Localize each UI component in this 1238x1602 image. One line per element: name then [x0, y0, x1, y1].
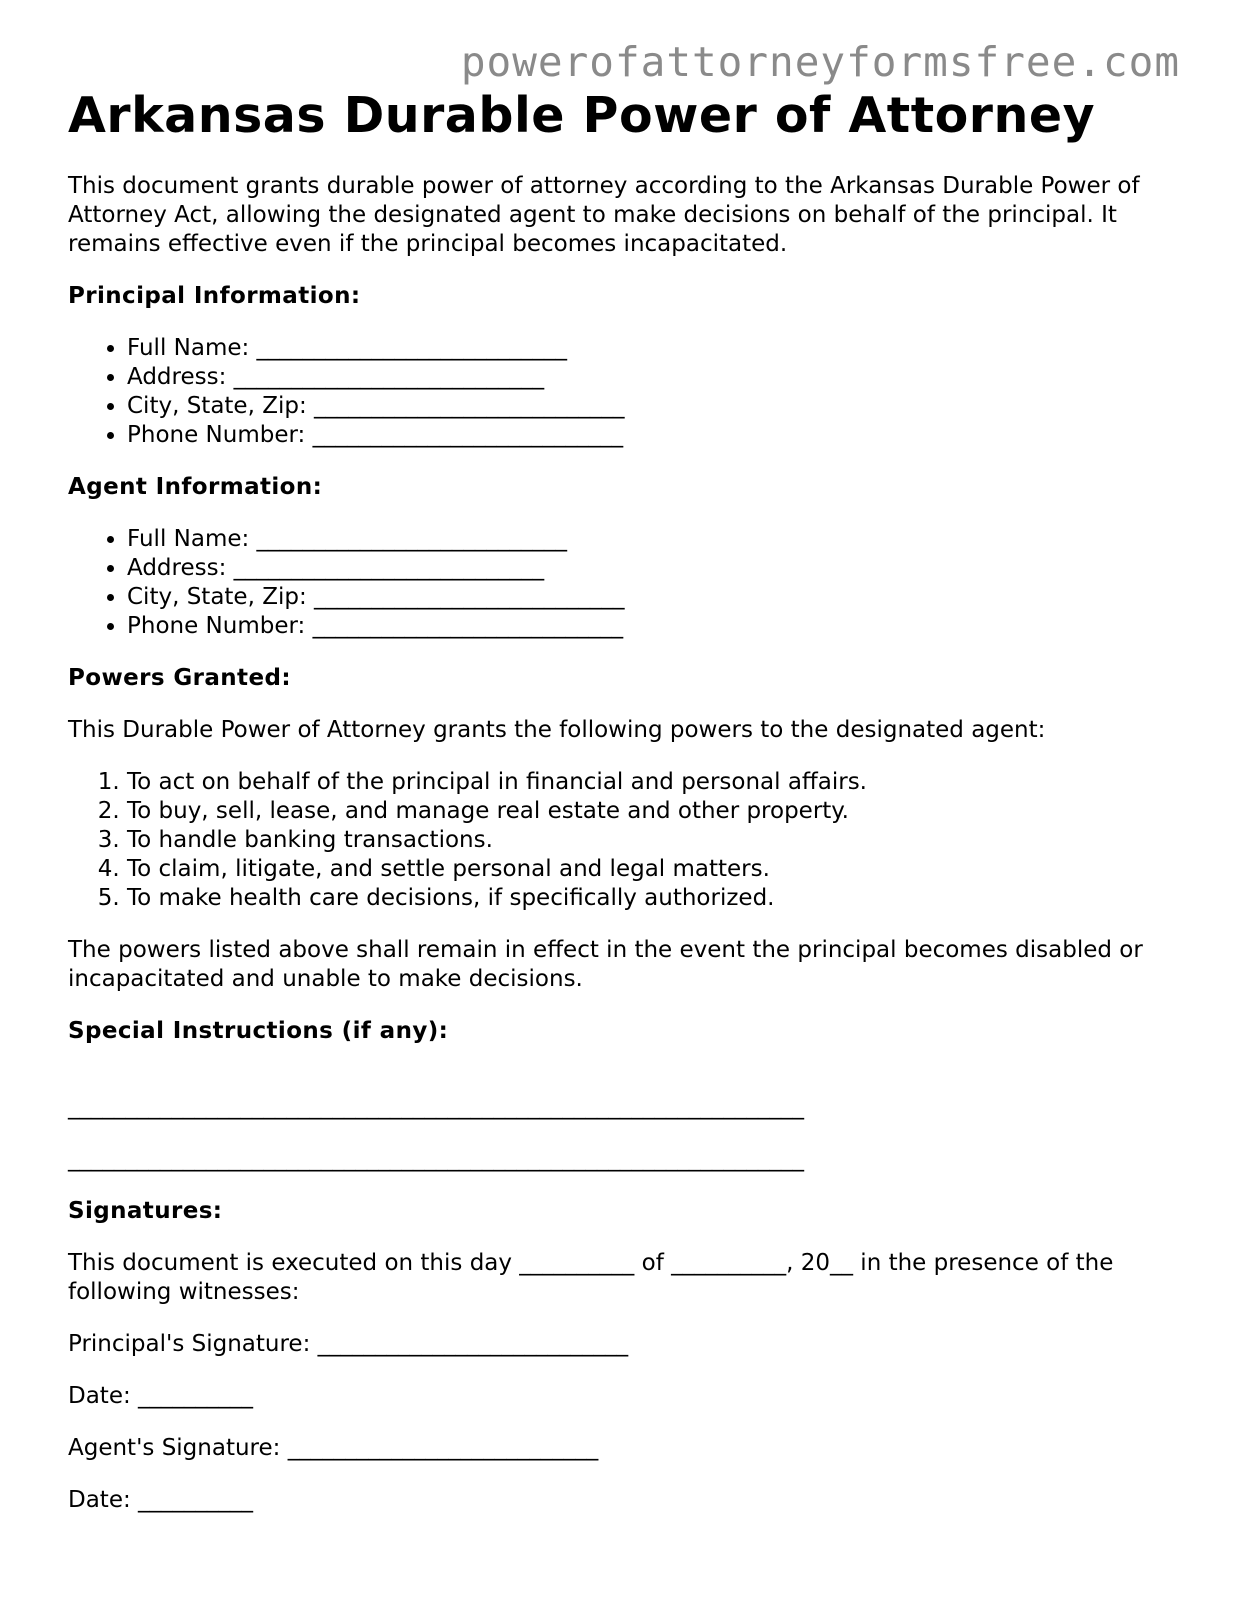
- signatures-heading: Signatures:: [68, 1198, 223, 1224]
- document-body: [68, 84, 1178, 1515]
- power-item: 1. To act on behalf of the principal in financial and personal affairs.: [127, 768, 1178, 797]
- execution-statement: This document is executed on this day __________ of __________, 20__ in the presence of the following witnesses:: [68, 1250, 1114, 1305]
- agent-address: • Address: ___________________________: [127, 554, 1178, 583]
- agent-fields: [68, 525, 1178, 641]
- powers-closing: The powers listed above shall remain in effect in the event the principal becomes disabled or incapacitated and unable to make decisions.: [68, 937, 1143, 992]
- principal-fields: [68, 334, 1178, 450]
- power-item: 2. To buy, sell, lease, and manage real estate and other property.: [127, 797, 1178, 826]
- powers-list: [68, 768, 1178, 913]
- intro-paragraph: This document grants durable power of attorney according to the Arkansas Durable Power of Attorney Act, allowing the designated agent to make decisions on behalf of the principal. It remains effective even if the principal becomes incapacitated.: [68, 173, 1140, 257]
- agent-signature-line: Agent's Signature: ___________________________: [68, 1435, 599, 1461]
- special-instructions-line-2: ________________________________________________________________: [68, 1146, 804, 1172]
- principal-address: • Address: ___________________________: [127, 363, 1178, 392]
- special-instructions-heading: Special Instructions (if any):: [68, 1018, 449, 1044]
- agent-city-state-zip: • City, State, Zip: ___________________________: [127, 583, 1178, 612]
- agent-full-name: • Full Name: ___________________________: [127, 525, 1178, 554]
- principal-city-state-zip: • City, State, Zip: ___________________________: [127, 392, 1178, 421]
- principal-signature-line: Principal's Signature: ___________________________: [68, 1331, 629, 1357]
- power-item: 4. To claim, litigate, and settle personal and legal matters.: [127, 855, 1178, 884]
- powers-intro: This Durable Power of Attorney grants the following powers to the designated agent:: [68, 717, 1046, 743]
- principal-full-name: • Full Name: ___________________________: [127, 334, 1178, 363]
- principal-heading: Principal Information:: [68, 283, 361, 309]
- document-title: Arkansas Durable Power of Attorney: [68, 87, 1096, 144]
- power-item: 3. To handle banking transactions.: [127, 826, 1178, 855]
- agent-phone: • Phone Number: ___________________________: [127, 612, 1178, 641]
- principal-phone: • Phone Number: ___________________________: [127, 421, 1178, 450]
- principal-date-line: Date: __________: [68, 1383, 254, 1409]
- powers-heading: Powers Granted:: [68, 665, 291, 691]
- power-item: 5. To make health care decisions, if specifically authorized.: [127, 884, 1178, 913]
- agent-date-line: Date: __________: [68, 1487, 254, 1513]
- agent-heading: Agent Information:: [68, 474, 323, 500]
- special-instructions-line-1: ________________________________________________________________: [68, 1094, 804, 1120]
- watermark: powerofattorneyformsfree.com: [460, 38, 1180, 86]
